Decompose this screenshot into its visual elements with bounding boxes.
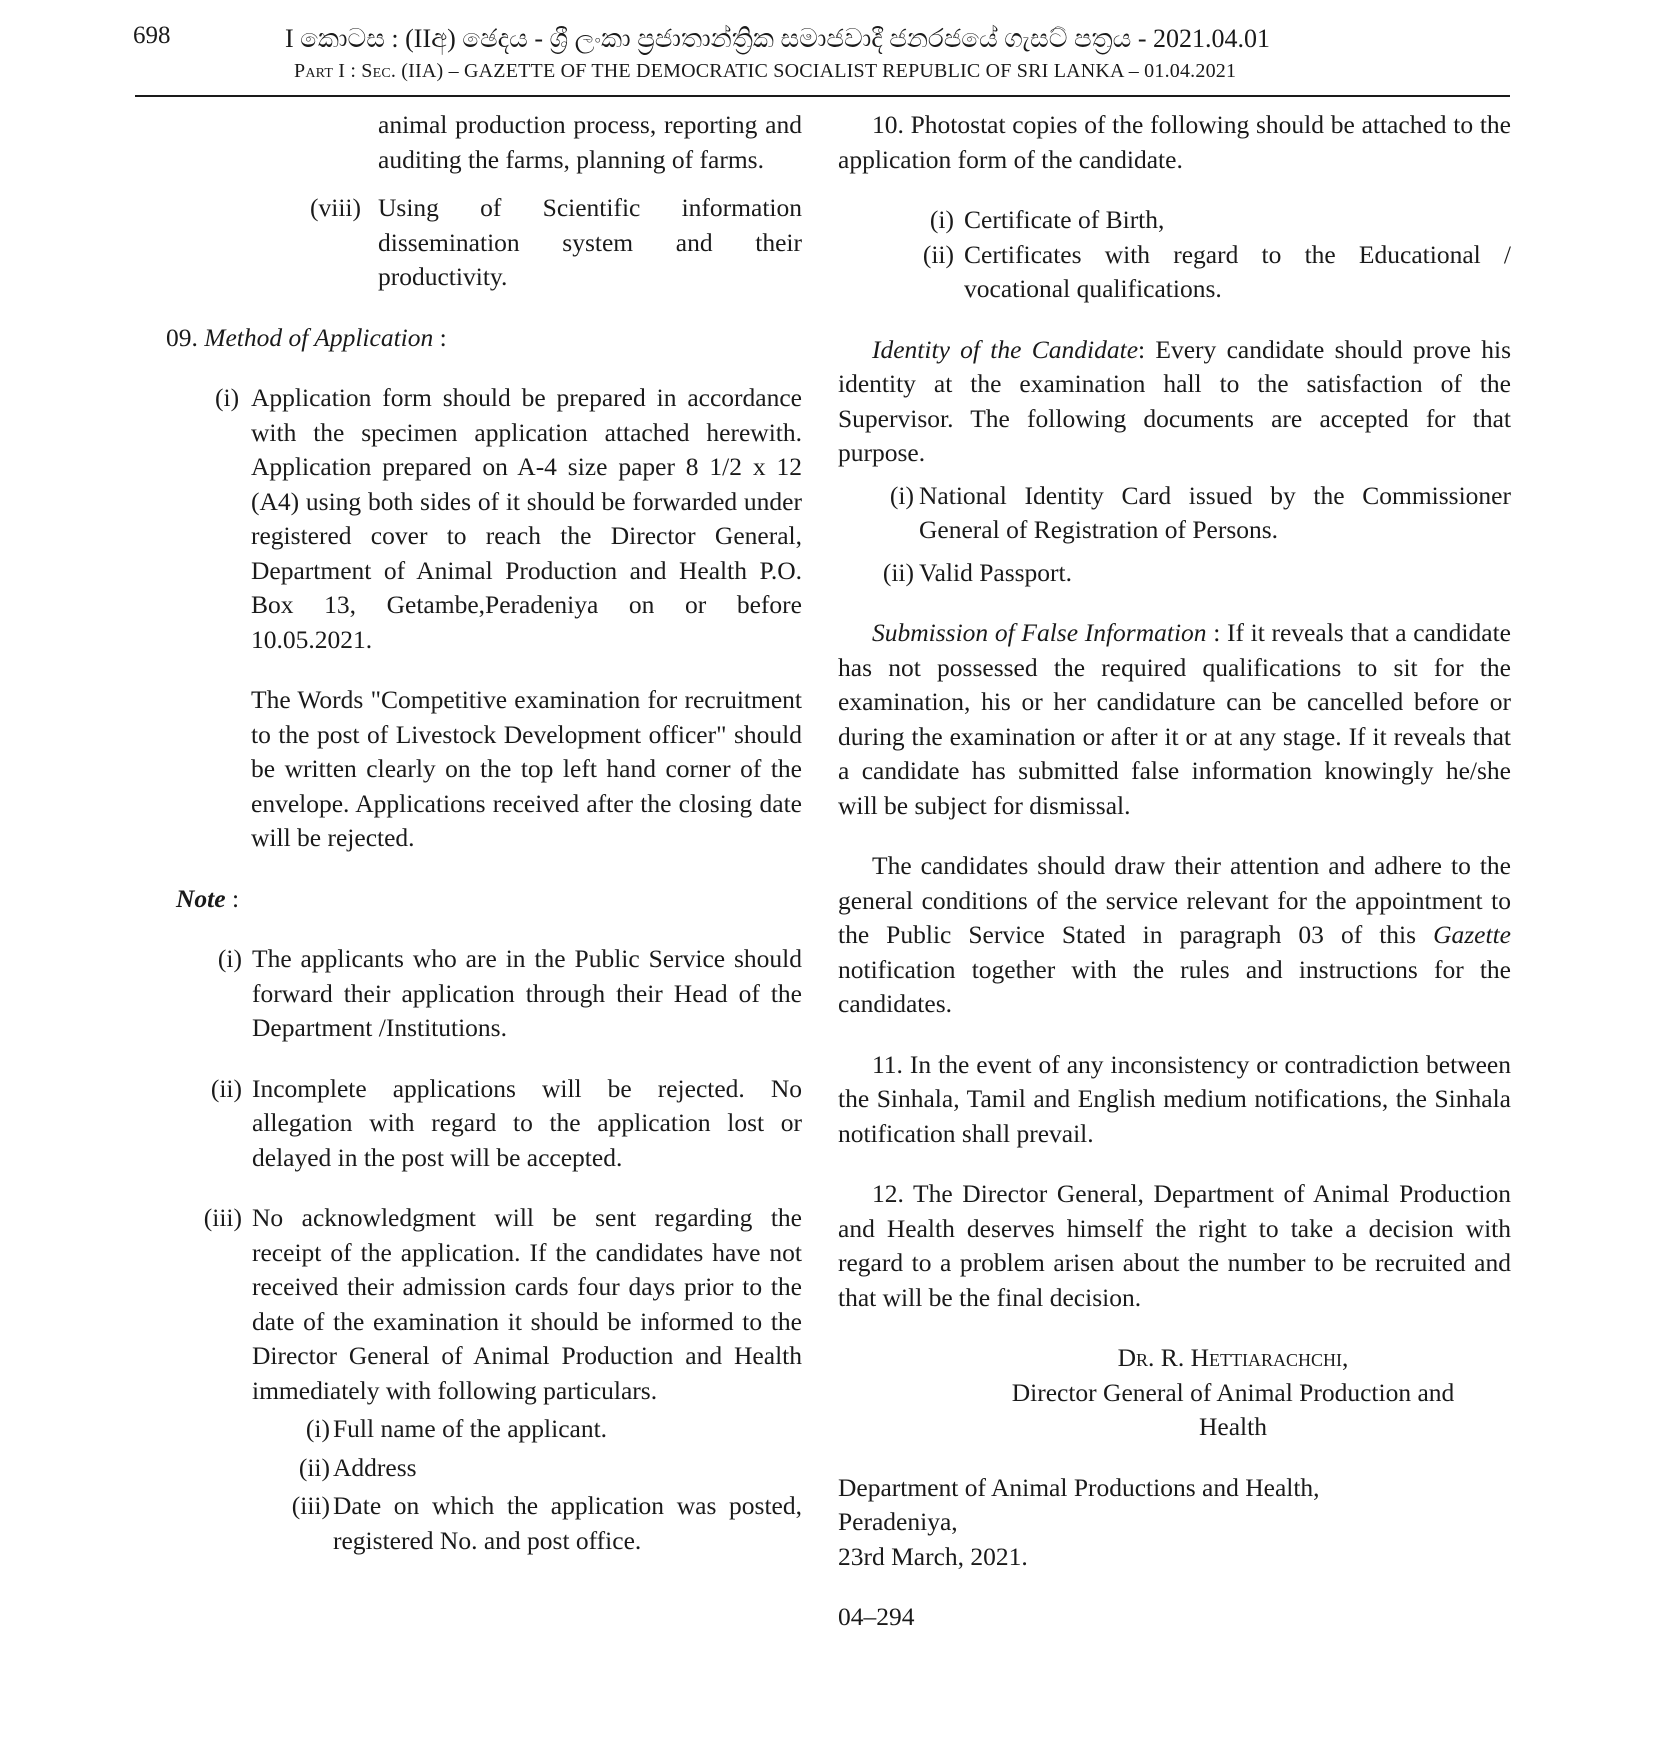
identity-paragraph — [838, 333, 1511, 471]
section-colon: : — [433, 322, 447, 352]
general-conditions-paragraph — [838, 849, 1511, 1022]
section-title: Method of Application — [204, 322, 434, 352]
section-11-paragraph: 11. In the event of any inconsistency or contradiction between the Sinhala, Tamil and English medium notifications, the Sinhala notification shall prevail. — [838, 1049, 1511, 1148]
signature-block — [978, 1341, 1488, 1445]
list-text: Using of Scientific information dissemination system and their productivity. — [378, 193, 802, 291]
list-item-viii — [310, 191, 802, 295]
section-09-heading — [166, 321, 802, 356]
list-text: Full name of the applicant. — [333, 1414, 608, 1443]
list-text: Certificates with regard to the Educational / vocational qualifications. — [964, 239, 1511, 303]
list-text: Application form should be prepared in accordance with the specimen application attached herewith. Application prepared on A-4 size paper 8 1/2 x 12 (A4) using both sides of it should be forwarded under registered cover to reach the Director General, Department of Animal Production and Health P.O. Box 13, Getambe,Peradeniya on or before 10.05.2021. — [251, 383, 802, 654]
list-number: (ii) — [210, 1073, 242, 1103]
section-number: 09. — [166, 322, 198, 352]
list-text: National Identity Card issued by the Commissioner General of Registration of Persons. — [919, 480, 1511, 544]
identity-item-ii — [874, 556, 1511, 591]
particular-item-i — [290, 1412, 802, 1447]
list-number: (i) — [889, 480, 914, 510]
note-item-iii — [186, 1201, 802, 1408]
signatory-title-line-1: Director General of Animal Production and — [1011, 1377, 1455, 1407]
list-text: Address — [333, 1452, 417, 1482]
continued-item-text: animal production process, reporting and auditing the farms, planning of farms. — [378, 110, 802, 174]
list-number: (iii) — [203, 1203, 242, 1232]
list-number: (ii) — [298, 1452, 330, 1482]
address-line-1: Department of Animal Productions and Health, — [838, 1472, 1320, 1502]
gazette-word: Gazette — [1433, 920, 1511, 949]
particular-item-iii — [270, 1489, 802, 1558]
list-number: (ii) — [922, 239, 954, 269]
certificate-item-i — [908, 203, 1511, 238]
list-number: (i) — [929, 205, 954, 234]
header-title-sinhala: I කොටස : (IIඅ) ඡෙදය - ශ්‍රී ලංකා ප්‍රජාතාන්ත්‍රික සමාජවාදී ජනරජයේ ගැසට් පත්‍රය - 2021.04.01 — [285, 24, 1271, 53]
left-column — [150, 108, 802, 1558]
general-text-b: notification together with the rules and instructions for the candidates. — [838, 954, 1511, 1018]
identity-text: : Every candidate should prove his identity at the examination hall to the satisfaction of the Supervisor. The following documents are accepted for that purpose. — [838, 334, 1511, 467]
signatory-name: Dr. R. Hettiarachchi, — [1117, 1343, 1349, 1372]
certificate-item-ii — [908, 238, 1511, 307]
signatory-title-line-2: Health — [1199, 1412, 1267, 1441]
false-information-paragraph — [838, 616, 1511, 823]
section-12-paragraph: 12. The Director General, Department of Animal Production and Health deserves himself the right to take a decision with regard to a problem arisen about the number to be recruited and that will be the final decision. — [838, 1179, 1511, 1312]
gazette-header — [0, 0, 1654, 100]
false-information-label: Submission of False Information — [872, 618, 1207, 647]
list-text: Valid Passport. — [919, 557, 1072, 587]
list-number: (iii) — [291, 1491, 330, 1520]
identity-item-i — [884, 479, 1511, 548]
header-title-english: Part I : Sec. (IIA) – GAZETTE OF THE DEMOCRATIC SOCIALIST REPUBLIC OF SRI LANKA – 01.04.2021 — [294, 60, 1237, 82]
note-item-i — [206, 942, 802, 1046]
list-text: Certificate of Birth, — [964, 205, 1165, 234]
section-10-paragraph: 10. Photostat copies of the following should be attached to the application form of the candidate. — [838, 110, 1511, 174]
reference-number: 04–294 — [838, 1602, 915, 1631]
list-text: Incomplete applications will be rejected. No allegation with regard to the application lost or delayed in the post will be accepted. — [252, 1073, 802, 1172]
note-item-ii — [196, 1072, 802, 1176]
list-text: The applicants who are in the Public Service should forward their application through their Head of the Department /Institutions. — [252, 944, 802, 1042]
envelope-words-paragraph: The Words "Competitive examination for recruitment to the post of Livestock Development officer" should be written clearly on the top left hand corner of the envelope. Applications received after the closing date will be rejected. — [251, 685, 802, 852]
list-text: Date on which the application was posted, registered No. and post office. — [333, 1491, 802, 1555]
address-date: 23rd March, 2021. — [838, 1541, 1028, 1571]
particular-item-ii — [280, 1451, 802, 1486]
list-number: (i) — [305, 1414, 330, 1443]
list-text: No acknowledgment will be sent regarding the receipt of the application. If the candidates have not received their admission cards four days prior to the date of the examination it should be informed to the Director General of Animal Production and Health immediately with following particulars. — [252, 1203, 802, 1405]
false-information-text: : If it reveals that a candidate has not possessed the required qualifications to sit for the examination, his or her candidature can be cancelled before or during the examination or after it or at any stage. If it reveals that a candidate has submitted false information knowingly he/she will be subject for dismissal. — [838, 618, 1511, 820]
address-block — [838, 1471, 1511, 1575]
general-text-a: The candidates should draw their attention and adhere to the general conditions of the service relevant for the appointment to the Public Service Stated in paragraph 03 of this — [838, 851, 1511, 949]
list-number: (i) — [215, 383, 240, 412]
address-line-2: Peradeniya, — [838, 1507, 958, 1536]
identity-label: Identity of the Candidate — [872, 334, 1139, 364]
list-number: (ii) — [882, 557, 914, 587]
note-colon: : — [225, 883, 240, 913]
note-label: Note — [176, 883, 226, 913]
right-column — [838, 108, 1511, 1635]
note-heading — [176, 882, 802, 917]
list-number: (viii) — [310, 193, 361, 222]
list-number: (i) — [217, 944, 242, 973]
header-divider — [135, 95, 1510, 97]
application-item-i — [215, 381, 802, 657]
page-number: 698 — [133, 22, 171, 49]
